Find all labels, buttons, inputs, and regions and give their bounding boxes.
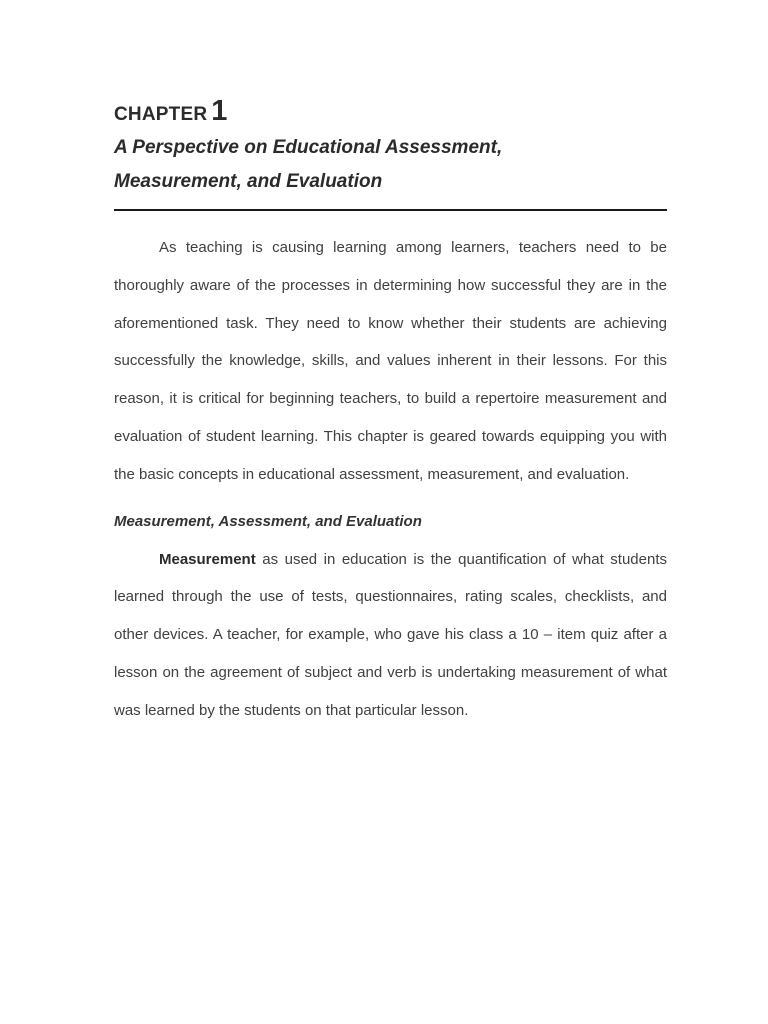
title-divider [114, 209, 667, 211]
measurement-definition: as used in education is the quantification of what students learned through the use of tests, questionnaires, rating scales, checklists, and other devices. A teacher, for example, who gave his class a 10 – item quiz after a lesson on the agreement of subject and verb is undertaking measurement of what was learned by the students on that particular lesson. [114, 550, 667, 719]
chapter-title [114, 131, 667, 199]
measurement-term: Measurement [159, 550, 256, 568]
intro-paragraph: As teaching is causing learning among learners, teachers need to be thoroughly aware of the processes in determining how successful they are in the aforementioned task. They need to know whether their students are achieving successfully the knowledge, skills, and values inherent in their lessons. For this reason, it is critical for beginning teachers, to build a repertoire measurement and evaluation of student learning. This chapter is geared towards equipping you with the basic concepts in educational assessment, measurement, and evaluation. [114, 239, 667, 483]
chapter-number: 1 [211, 95, 228, 127]
chapter-heading [114, 0, 667, 126]
measurement-paragraph [114, 541, 667, 730]
chapter-label: CHAPTER [114, 104, 208, 125]
section-heading: Measurement, Assessment, and Evaluation [114, 512, 422, 530]
chapter-title-line-1: A Perspective on Educational Assessment, [114, 137, 503, 158]
chapter-title-line-2: Measurement, and Evaluation [114, 171, 383, 192]
